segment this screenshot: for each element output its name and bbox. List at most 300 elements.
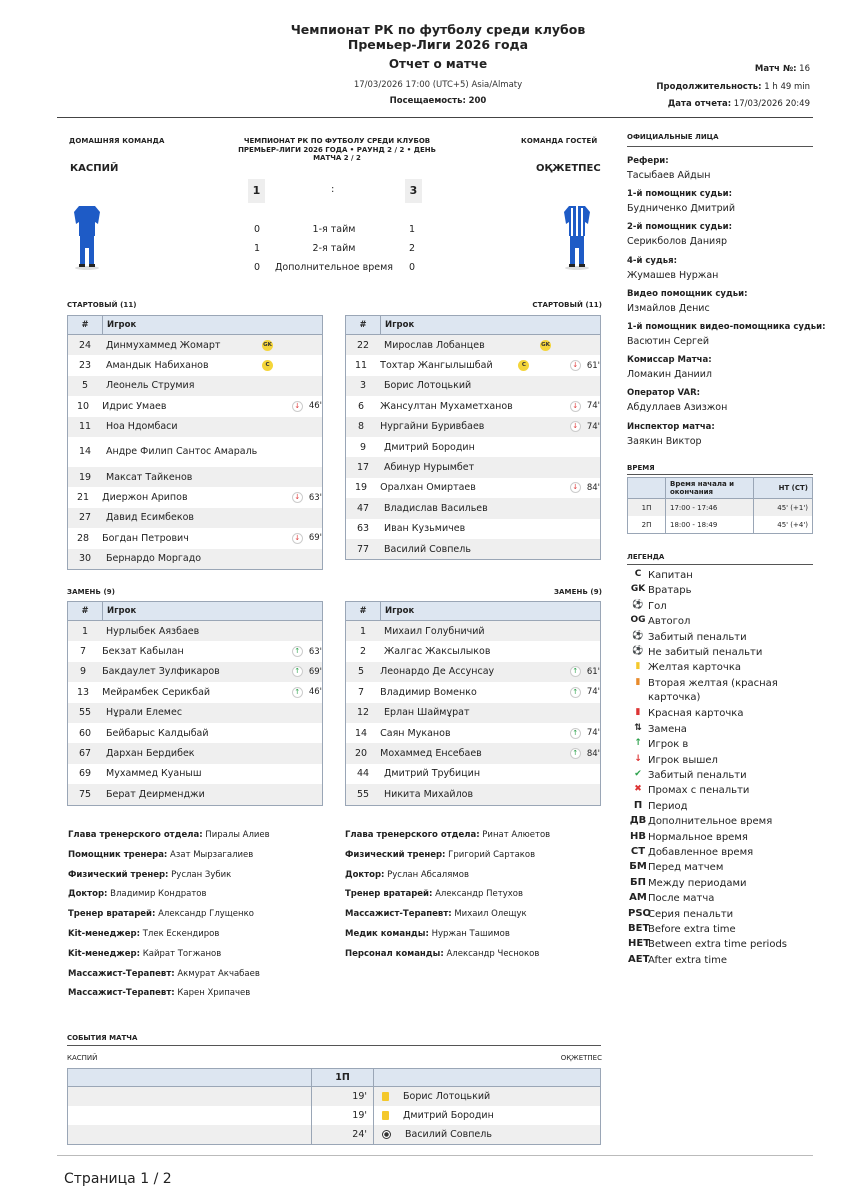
away-score: 3 (405, 179, 422, 203)
extra-time-abbr: ДВ (629, 815, 647, 827)
legend-label: Between extra time periods (648, 939, 788, 951)
events-divider (67, 1045, 601, 1046)
staff-role: Физический тренер: (345, 849, 446, 860)
event-row (68, 1125, 600, 1144)
substitution-cell (292, 492, 322, 503)
legend-item (628, 631, 818, 646)
official-role: 1-й помощник видео-помощника судьи: (627, 322, 826, 332)
event-row (68, 1106, 600, 1125)
legend-item (628, 908, 818, 923)
player-name: Иван Кузьмичев (384, 523, 466, 535)
substitution-minute: 46' (308, 687, 322, 698)
half-away: 0 (409, 262, 416, 273)
event-player: Борис Лотоцький (403, 1091, 491, 1102)
red-card-icon: ▮ (635, 707, 641, 718)
between-periods-abbr: БП (630, 876, 646, 888)
half-away: 2 (409, 243, 416, 254)
event-minute: 19' (311, 1106, 374, 1125)
player-name: Мохаммед Енсебаев (380, 748, 482, 760)
table-body (346, 621, 600, 805)
legend-label: Вторая желтая (красная карточка) (648, 677, 778, 704)
official-role: Рефери: (627, 156, 669, 166)
staff-role: Тренер вратарей: (345, 889, 433, 900)
player-name: Мухаммед Куаныш (106, 768, 202, 780)
player-number: 11 (355, 360, 368, 372)
player-number: 19 (355, 482, 368, 494)
player-number: 77 (356, 543, 370, 555)
penalty-missed-icon: ⚽ (632, 646, 644, 656)
legend-item (628, 769, 818, 784)
substitution-minute: 63' (308, 646, 322, 657)
player-name: Богдан Петрович (102, 532, 189, 544)
staff-item (68, 830, 270, 840)
staff-name: Руслан Зубик (171, 869, 232, 880)
legend-label: After extra time (648, 954, 728, 966)
time-ht: 45' (+4') (753, 516, 812, 533)
player-name: Берат Деирменджи (106, 788, 205, 800)
staff-name: Владимир Кондратов (110, 889, 207, 900)
substitution-cell (292, 533, 322, 544)
table-row (346, 641, 600, 661)
player-name: Ноа Ндомбаси (106, 421, 178, 433)
staff-role: Массажист-Терапевт: (345, 909, 452, 920)
player-name: Амандык Набиханов (106, 360, 209, 372)
table-header (68, 602, 322, 621)
official-name: Тасыбаев Айдын (627, 170, 711, 181)
official-name: Васютин Сергей (627, 336, 710, 347)
second-yellow-icon: ▮ (635, 676, 641, 687)
player-number: 69 (78, 768, 92, 780)
substitution-cell (570, 401, 600, 412)
staff-name: Азат Мырзагалиев (170, 849, 254, 860)
player-in-icon: ↑ (292, 666, 303, 677)
player-name: Бакдаулет Зулфикаров (102, 666, 220, 678)
home-team-label: ДОМАШНЯЯ КОМАНДА (69, 137, 165, 145)
time-period: 1П (641, 503, 652, 512)
player-number: 2 (359, 646, 367, 658)
player-name: Бекзат Кабылан (102, 646, 184, 658)
legend-item (628, 738, 818, 753)
staff-name: Александр Глущенко (158, 909, 254, 920)
home-team-name: КАСПИЙ (70, 163, 119, 174)
player-number: 23 (78, 360, 92, 372)
legend-item (628, 754, 818, 769)
player-name: Борис Лотоцький (384, 380, 472, 392)
check-icon: ✔ (634, 768, 642, 779)
player-number: 14 (78, 446, 92, 458)
home-starting-table (67, 315, 323, 570)
staff-role: Глава тренерского отдела: (68, 830, 203, 840)
away-team-name: ОҚЖЕТПЕС (536, 163, 601, 174)
half-home: 1 (254, 243, 261, 254)
substitution-minute: 84' (586, 482, 600, 493)
legend-item (628, 723, 818, 738)
half-home: 0 (254, 262, 261, 273)
substitution-minute: 69' (308, 666, 322, 677)
away-team-label: КОМАНДА ГОСТЕЙ (521, 137, 598, 145)
legend-label: Вратарь (648, 585, 692, 597)
legend-divider (627, 564, 813, 565)
substitution-minute: 69' (308, 533, 322, 544)
table-header (346, 316, 600, 335)
bet-abbr: BET (628, 922, 650, 934)
player-name: Максат Тайкенов (106, 471, 193, 483)
staff-name: Александр Чесноков (446, 948, 540, 959)
table-row (346, 539, 600, 559)
duration-value: 1 h 49 min (764, 82, 810, 92)
time-divider (627, 474, 813, 475)
legend-item (628, 923, 818, 938)
legend-label: Игрок вышел (648, 754, 718, 766)
half-home: 0 (254, 224, 261, 235)
player-number: 67 (78, 748, 92, 760)
table-row (68, 621, 322, 641)
substitution-cell (570, 728, 600, 739)
legend-label: Забитый пенальти (648, 631, 747, 643)
event-minute: 19' (311, 1087, 374, 1106)
player-name: Михаил Голубничий (384, 625, 485, 637)
home-subs-table (67, 601, 323, 806)
events-away-team: ОҚЖЕТПЕС (560, 1054, 602, 1062)
title-line-1: Чемпионат РК по футболу среди клубов (290, 22, 586, 37)
staff-name: Григорий Сартаков (448, 849, 536, 860)
table-row (346, 621, 600, 641)
staff-role: Тренер вратарей: (68, 909, 156, 920)
substitution-minute: 61' (586, 666, 600, 677)
staff-role: Медик команды: (345, 929, 429, 939)
legend-label: Замена (648, 723, 687, 735)
player-out-icon: ↓ (292, 533, 303, 544)
header-divider (57, 117, 813, 118)
table-row (346, 743, 600, 763)
player-badge-cell (540, 340, 598, 351)
staff-role: Физический тренер: (68, 869, 169, 880)
period-abbr: П (633, 799, 643, 811)
col-number: # (81, 320, 89, 330)
legend-label: Капитан (648, 570, 693, 581)
player-name: Бейбарыс Калдыбай (106, 727, 209, 739)
substitution-cell (292, 687, 322, 698)
substitution-minute: 74' (586, 728, 600, 739)
player-name: Абинур Нурымбет (384, 462, 475, 474)
official-role: 4-й судья: (627, 255, 678, 266)
legend-label: Желтая карточка (648, 662, 741, 674)
player-number: 60 (78, 727, 92, 739)
player-in-icon: ↑ (634, 738, 642, 749)
goalkeeper-icon: GK (540, 340, 551, 351)
captain-icon: C (634, 569, 642, 579)
table-row (346, 498, 600, 518)
player-out-icon: ↓ (292, 492, 303, 503)
table-row (68, 662, 322, 682)
col-number: # (359, 606, 367, 616)
player-number: 6 (358, 400, 365, 412)
player-out-icon: ↓ (634, 753, 642, 764)
attendance-label: Посещаемость: (389, 96, 466, 106)
player-number: 24 (78, 339, 92, 351)
home-kit-icon (70, 200, 104, 270)
substitution-cell (292, 666, 322, 677)
table-row (68, 437, 322, 467)
player-number: 21 (77, 492, 90, 504)
event-away-cell (374, 1129, 600, 1140)
player-name: Идрис Умаев (102, 400, 167, 412)
score-separator: : (331, 184, 335, 195)
report-date-label: Дата отчета: (667, 99, 732, 109)
substitution-icon: ⇅ (634, 722, 642, 733)
player-number: 11 (78, 421, 92, 433)
player-in-icon: ↑ (570, 748, 581, 759)
official-name: Жумашев Нуржан (627, 269, 719, 281)
goalkeeper-icon: GK (630, 584, 646, 595)
table-row (346, 376, 600, 396)
legend-label: Игрок в (648, 739, 689, 751)
col-player: Игрок (380, 602, 600, 620)
table-row (68, 467, 322, 487)
staff-item (68, 870, 231, 880)
staff-role: Массажист-Терапевт: (68, 968, 175, 979)
away-subs-table (345, 601, 601, 806)
player-name: Нургайни Буривбаев (380, 421, 485, 433)
player-in-icon: ↑ (292, 646, 303, 657)
player-number: 55 (78, 707, 92, 719)
staff-item (345, 909, 527, 919)
player-badge-cell (518, 360, 569, 371)
staff-item (68, 949, 221, 959)
event-player: Василий Совпель (405, 1129, 492, 1140)
time-col-period (628, 478, 665, 498)
player-out-icon: ↓ (570, 482, 581, 493)
substitution-cell (570, 748, 600, 759)
yellow-card-icon (382, 1111, 389, 1120)
player-in-icon: ↑ (570, 666, 581, 677)
table-row (68, 355, 322, 375)
table-header (346, 602, 600, 621)
table-row (68, 723, 322, 743)
table-body (68, 621, 322, 805)
page-number: Страница 1 / 2 (64, 1171, 172, 1187)
player-number: 55 (356, 788, 370, 800)
player-number: 9 (359, 441, 367, 453)
legend-item (628, 800, 818, 815)
time-table (627, 477, 813, 534)
player-badge-cell (262, 340, 320, 351)
staff-role: Глава тренерского отдела: (345, 830, 480, 840)
time-col-range: Время начала и окончания (665, 478, 753, 498)
legend-item (628, 584, 818, 599)
legend-item (628, 831, 818, 846)
official-name: Заякин Виктор (627, 435, 702, 447)
away-starting-label: СТАРТОВЫЙ (11) (532, 301, 602, 309)
staff-item (68, 909, 254, 919)
player-name: Бернардо Моргадо (106, 553, 202, 565)
table-row (346, 723, 600, 743)
staff-item (345, 889, 523, 899)
legend-item (628, 615, 818, 630)
table-row (68, 417, 322, 437)
player-number: 75 (78, 788, 92, 800)
staff-item (68, 969, 260, 979)
legend-label: Серия пенальти (648, 908, 734, 920)
staff-item (68, 988, 250, 998)
table-row (68, 508, 322, 528)
captain-icon: C (518, 360, 529, 371)
title-line-2: Премьер-Лиги 2026 года (347, 37, 529, 52)
penalty-scored-icon: ⚽ (632, 630, 644, 641)
goalkeeper-icon: GK (262, 340, 273, 351)
player-name: Андре Филип Сантос Амараль (106, 446, 258, 458)
legend-label: Добавленное время (648, 846, 754, 858)
report-date-value: 17/03/2026 20:49 (733, 99, 810, 109)
player-number: 3 (359, 380, 367, 392)
table-row (68, 396, 322, 416)
table-row (346, 519, 600, 539)
substitution-minute: 74' (586, 421, 600, 432)
table-row (68, 682, 322, 702)
staff-item (345, 830, 550, 840)
legend-item (628, 661, 818, 676)
staff-name: Руслан Абсалямов (387, 869, 469, 880)
substitution-cell (570, 482, 600, 493)
staff-item (68, 850, 253, 860)
goal-icon (382, 1130, 391, 1139)
table-header (68, 316, 322, 335)
official-role: Инспектор матча: (627, 421, 715, 432)
table-body (346, 335, 600, 559)
substitution-minute: 74' (586, 401, 600, 412)
legend-label: После матча (648, 893, 715, 905)
staff-name: Нуржан Ташимов (431, 929, 510, 939)
legend-item (628, 846, 818, 861)
player-number: 7 (358, 686, 365, 698)
events-rows (68, 1087, 600, 1144)
report-date (668, 99, 810, 109)
officials-divider (627, 146, 813, 147)
staff-role: Kit-менеджер: (68, 929, 141, 939)
player-number: 22 (356, 339, 370, 351)
staff-item (68, 889, 206, 899)
table-row (68, 641, 322, 661)
substitution-minute: 84' (586, 748, 600, 759)
time-range: 17:00 - 17:46 (665, 499, 753, 516)
event-away-cell (374, 1091, 600, 1102)
col-player: Игрок (102, 316, 322, 334)
staff-name: Пиралы Алиев (205, 830, 270, 840)
legend-label: Период (648, 800, 688, 812)
staff-item (345, 929, 510, 939)
legend-item (628, 784, 818, 799)
player-number: 44 (356, 768, 370, 780)
table-row (346, 478, 600, 498)
table-row (346, 662, 600, 682)
away-subs-label: ЗАМЕНЬ (9) (553, 588, 602, 596)
player-name: Леонардо Де Ассунсау (380, 666, 495, 678)
staff-item (345, 870, 469, 880)
substitution-cell (292, 401, 322, 412)
normal-time-abbr: НВ (630, 830, 646, 842)
staff-name: Михаил Олещук (454, 909, 527, 920)
player-name: Владимир Воменко (380, 686, 477, 698)
table-row (346, 784, 600, 804)
table-row (68, 528, 322, 548)
officials-title: ОФИЦИАЛЬНЫЕ ЛИЦА (627, 133, 719, 141)
official-role: Комиссар Матча: (627, 355, 712, 366)
player-in-icon: ↑ (570, 687, 581, 698)
table-row (68, 335, 322, 355)
player-name: Жалгас Жаксылыков (384, 646, 491, 658)
table-row (346, 417, 600, 437)
time-col-ht: HT (CT) (753, 478, 812, 498)
player-number: 13 (77, 686, 90, 698)
table-row (346, 703, 600, 723)
player-name: Мирослав Лобанцев (384, 339, 485, 351)
player-number: 5 (358, 666, 365, 678)
report-subtitle: Отчет о матче (388, 57, 488, 71)
staff-name: Ринат Алюетов (482, 830, 551, 840)
player-name: Никита Михайлов (384, 788, 474, 800)
legend-label: Забитый пенальти (648, 769, 747, 781)
away-kit-icon (560, 200, 594, 270)
player-number: 30 (78, 553, 92, 565)
het-abbr: HET (628, 938, 651, 950)
player-number: 9 (80, 666, 87, 678)
table-row (346, 396, 600, 416)
player-name: Диержон Арипов (102, 492, 188, 504)
player-number: 8 (358, 421, 365, 433)
half-label: 2-я тайм (312, 243, 356, 254)
player-name: Мейрамбек Серикбай (102, 686, 211, 698)
legend-label: Дополнительное время (648, 816, 773, 828)
staff-role: Доктор: (68, 889, 108, 900)
player-name: Дмитрий Бородин (384, 441, 475, 453)
events-header (68, 1069, 600, 1087)
table-row (346, 457, 600, 477)
time-ht: 45' (+1') (753, 499, 812, 516)
player-in-icon: ↑ (570, 728, 581, 739)
player-name: Дмитрий Трубицин (384, 768, 481, 780)
official-name: Ломакин Даниил (627, 369, 712, 381)
player-number: 1 (359, 625, 367, 637)
legend-item (628, 707, 818, 722)
goal-icon: ⚽ (632, 599, 644, 610)
legend-item (628, 815, 818, 830)
event-away-cell (374, 1110, 600, 1121)
player-name: Давид Есимбеков (106, 512, 195, 524)
substitution-minute: 63' (308, 492, 322, 503)
player-out-icon: ↓ (570, 360, 581, 371)
player-number: 17 (356, 462, 370, 474)
own-goal-icon: OG (630, 615, 646, 626)
player-number: 63 (356, 523, 370, 535)
player-name: Саян Муканов (380, 727, 451, 739)
duration-label: Продолжительность: (656, 82, 762, 92)
substitution-minute: 61' (586, 360, 600, 371)
staff-role: Kit-менеджер: (68, 948, 141, 959)
staff-item (345, 949, 539, 959)
half-away: 1 (409, 224, 416, 235)
player-number: 20 (355, 748, 368, 760)
staff-role: Помощник тренера: (68, 849, 168, 860)
home-subs-label: ЗАМЕНЬ (9) (67, 588, 116, 596)
staff-item (345, 850, 535, 860)
player-number: 14 (355, 727, 368, 739)
legend-item (628, 892, 818, 907)
table-row (68, 764, 322, 784)
time-row (628, 499, 812, 516)
col-number: # (359, 320, 367, 330)
player-out-icon: ↓ (570, 401, 581, 412)
player-name: Владислав Васильев (384, 502, 488, 514)
